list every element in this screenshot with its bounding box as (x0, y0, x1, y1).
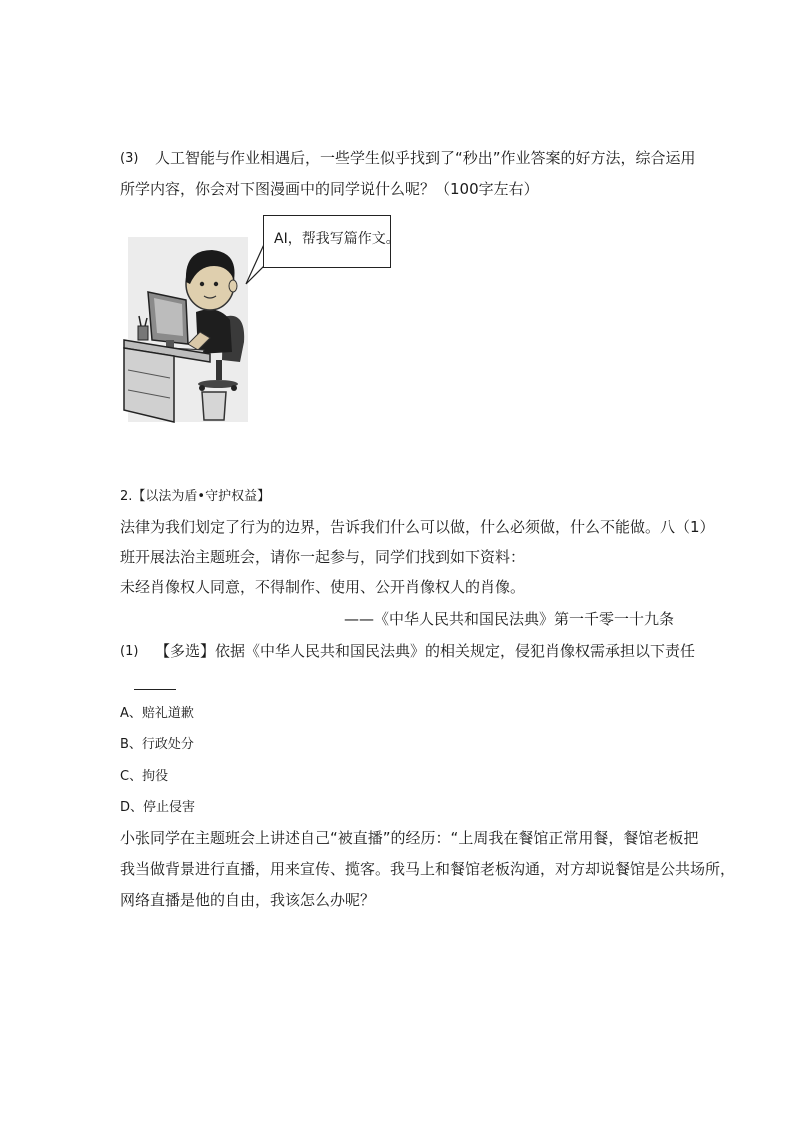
answer-blank (134, 689, 176, 690)
option-b: B、行政处分 (120, 737, 194, 752)
speech-bubble-text: AI，帮我写篇作文。 (274, 231, 400, 247)
story-line: 网络直播是他的自由，我该怎么办呢？ (120, 891, 376, 909)
speech-bubble (263, 215, 400, 268)
option-d: D、停止侵害 (120, 800, 196, 815)
question-number: (1) (120, 644, 139, 659)
question-text-line: 人工智能与作业相遇后，一些学生似乎找到了“秒出”作业答案的好方法，综合运用 (155, 149, 696, 167)
option-a: A、赔礼道歉 (120, 706, 194, 721)
law-source: ——《中华人民共和国民法典》第一千零一十九条 (343, 610, 674, 628)
story-line: 小张同学在主题班会上讲述自己“被直播”的经历：“上周我在餐馆正常用餐，餐馆老板把 (120, 829, 699, 847)
story-line: 我当做背景进行直播，用来宣传、揽客。我马上和餐馆老板沟通，对方却说餐馆是公共场所， (120, 860, 736, 878)
intro-line: 法律为我们划定了行为的边界，告诉我们什么可以做，什么必须做，什么不能做。八（1） (120, 518, 715, 536)
question-text: 【多选】依据《中华人民共和国民法典》的相关规定，侵犯肖像权需承担以下责任 (155, 642, 696, 660)
question-text-line: 所学内容，你会对下图漫画中的同学说什么呢？（100字左右） (120, 180, 539, 198)
student-computer-cartoon (118, 232, 278, 427)
law-quote: 未经肖像权人同意，不得制作、使用、公开肖像权人的肖像。 (120, 578, 526, 596)
option-c: C、拘役 (120, 769, 169, 784)
intro-line: 班开展法治主题班会，请你一起参与，同学们找到如下资料： (120, 548, 526, 566)
section-heading: 2.【以法为盾•守护权益】 (120, 489, 271, 504)
question-number: (3) (120, 151, 139, 166)
